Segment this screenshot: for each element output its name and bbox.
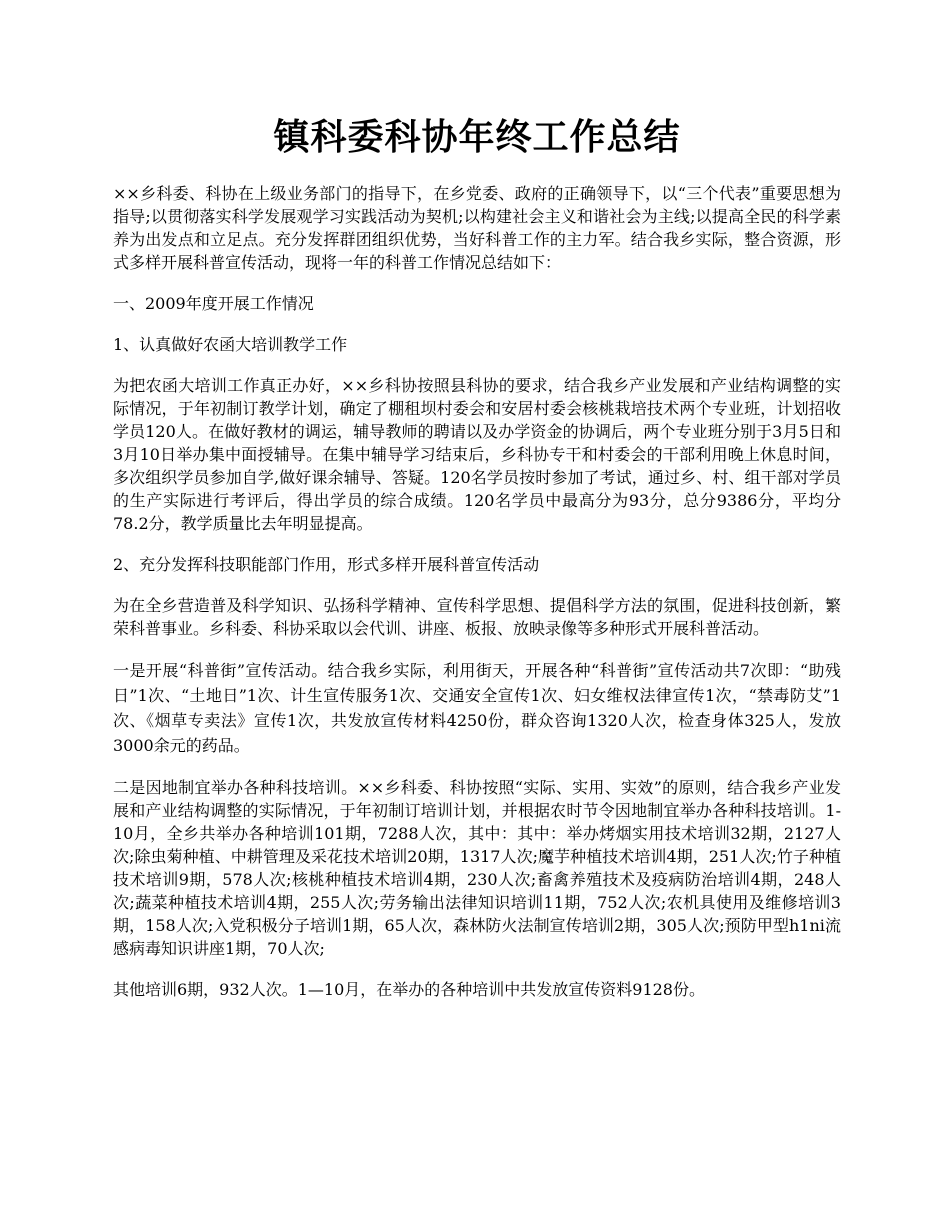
science-promotion-paragraph: 为在全乡营造普及科学知识、弘扬科学精神、宣传科学思想、提倡科学方法的氛围，促进科技创新，繁荣科普事业。乡科委、科协采取以会代训、讲座、板报、放映录像等多种形式开展科普活动。 <box>113 596 841 638</box>
science-street-paragraph: 一是开展“科普街”宣传活动。结合我乡实际，利用街天，开展各种“科普街”宣传活动共7次即：“助残日”1次、“土地日”1次、计生宣传服务1次、交通安全宣传1次、妇女维权法律宣传1次，“禁毒防艾”1次、《烟草专卖法》宣传1次，共发放宣传材料4250份，群众咨询1320人次，检查身体325人，发放3000余元的药品。 <box>113 661 841 755</box>
tech-training-paragraph: 二是因地制宜举办各种科技培训。××乡科委、科协按照“实际、实用、实效”的原则，结合我乡产业发展和产业结构调整的实际情况，于年初制订培训计划，并根据农时节令因地制宜举办各种科技培训。1-10月，全乡共举办各种培训101期，7288人次，其中：其中：举办烤烟实用技术培训32期，2127人次;除虫菊种植、中耕管理及采花技术培训20期，1317人次;魔芋种植技术培训4期，251人次;竹子种植技术培训9期，578人次;核桃种植技术培训4期，230人次;畜禽养殖技术及疫病防治培训4期，248人次;蔬菜种植技术培训4期，255人次;劳务输出法律知识培训11期，752人次;农机具使用及维修培训3期，158人次;入党积极分子培训1期，65人次，森林防火法制宣传培训2期，305人次;预防甲型h1ni流感病毒知识讲座1期，70人次; <box>113 778 841 958</box>
subsection-heading-2: 2、充分发挥科技职能部门作用，形式多样开展科普宣传活动 <box>113 555 540 574</box>
document-page <box>113 0 841 1001</box>
document-title: 镇科委科协年终工作总结 <box>273 116 681 158</box>
subsection-heading-1: 1、认真做好农函大培训教学工作 <box>113 335 348 354</box>
intro-paragraph: ××乡科委、科协在上级业务部门的指导下，在乡党委、政府的正确领导下，以“三个代表”重要思想为指导;以贯彻落实科学发展观学习实践活动为契机;以构建社会主义和谐社会为主线;以提高全民的科学素养为出发点和立足点。充分发挥群团组织优势，当好科普工作的主力军。结合我乡实际，整合资源，形式多样开展科普宣传活动，现将一年的科普工作情况总结如下： <box>113 184 841 272</box>
section-heading-1: 一、2009年度开展工作情况 <box>113 294 314 313</box>
training-paragraph: 为把农函大培训工作真正办好，××乡科协按照县科协的要求，结合我乡产业发展和产业结构调整的实际情况，于年初制订教学计划，确定了棚租坝村委会和安居村委会核桃栽培技术两个专业班，计划招收学员120人。在做好教材的调运，辅导教师的聘请以及办学资金的协调后，两个专业班分别于3月5日和3月10日举办集中面授辅导。在集中辅导学习结束后，乡科协专干和村委会的干部利用晚上休息时间，多次组织学员参加自学,做好课余辅导、答疑。120名学员按时参加了考试，通过乡、村、组干部对学员的生产实际进行考评后，得出学员的综合成绩。120名学员中最高分为93分，总分9386分，平均分78.2分，教学质量比去年明显提高。 <box>113 376 841 533</box>
other-training-paragraph: 其他培训6期，932人次。1—10月，在举办的各种培训中共发放宣传资料9128份。 <box>113 980 705 999</box>
